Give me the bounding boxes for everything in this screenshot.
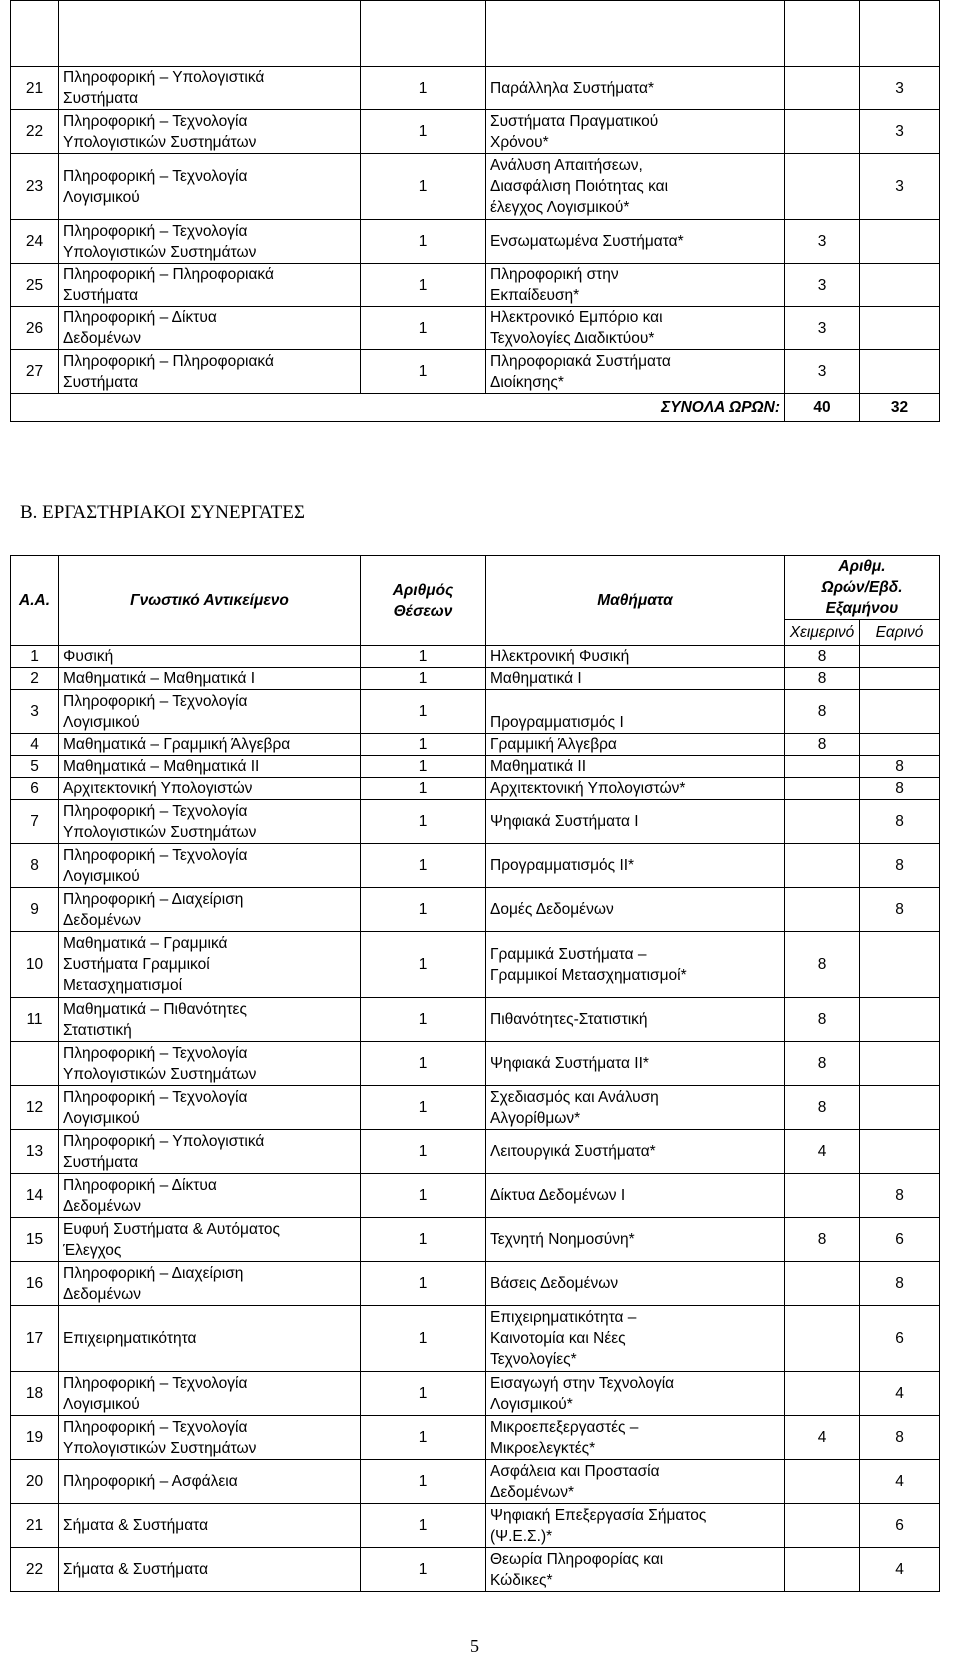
row-hours-winter: 8: [785, 1042, 860, 1086]
table-row: [11, 67, 940, 110]
row-number: 24: [11, 220, 59, 264]
totals-label: ΣΥΝΟΛΑ ΩΡΩΝ:: [11, 394, 785, 422]
row-hours-spring: 8: [860, 1174, 940, 1218]
table-row: [11, 154, 940, 220]
row-field: Πληροφορική – Πληροφοριακά Συστήματα: [59, 264, 361, 307]
row-positions: 1: [361, 668, 486, 690]
row-hours-spring: 8: [860, 1262, 940, 1306]
row-hours-spring: 8: [860, 888, 940, 932]
row-course: Λειτουργικά Συστήματα*: [486, 1130, 785, 1174]
row-field: Πληροφορική – Τεχνολογία Υπολογιστικών Συστημάτων: [59, 220, 361, 264]
row-hours-spring: [860, 307, 940, 350]
row-field: Μαθηματικά – Γραμμική Άλγεβρα: [59, 734, 361, 756]
row-positions: 1: [361, 1130, 486, 1174]
table-row: [11, 998, 940, 1042]
row-positions: 1: [361, 307, 486, 350]
row-hours-winter: [785, 756, 860, 778]
row-number: 7: [11, 800, 59, 844]
row-hours-spring: [860, 264, 940, 307]
table-row: [11, 932, 940, 998]
row-hours-spring: 8: [860, 778, 940, 800]
row-hours-spring: [860, 734, 940, 756]
row-hours-spring: 6: [860, 1504, 940, 1548]
row-course: Γραμμικά Συστήματα – Γραμμικοί Μετασχηματισμοί*: [486, 932, 785, 998]
row-hours-winter: [785, 154, 860, 220]
row-number: 11: [11, 998, 59, 1042]
row-course: Γραμμική Άλγεβρα: [486, 734, 785, 756]
row-field: Φυσική: [59, 646, 361, 668]
row-hours-winter: [785, 1460, 860, 1504]
row-hours-winter: [785, 1174, 860, 1218]
row-hours-winter: [785, 110, 860, 154]
row-course: Τεχνητή Νοημοσύνη*: [486, 1218, 785, 1262]
row-field: Πληροφορική – Τεχνολογία Υπολογιστικών Συστημάτων: [59, 800, 361, 844]
row-positions: 1: [361, 734, 486, 756]
row-course: Προγραμματισμός Ι: [486, 690, 785, 734]
row-positions: 1: [361, 1548, 486, 1592]
table-row: [11, 1, 940, 67]
row-hours-winter: [785, 1, 860, 67]
row-hours-spring: [860, 998, 940, 1042]
row-hours-spring: [860, 220, 940, 264]
row-hours-spring: 3: [860, 154, 940, 220]
row-course: Θεωρία Πληροφορίας και Κώδικες*: [486, 1548, 785, 1592]
row-hours-spring: 8: [860, 756, 940, 778]
table-row: [11, 1306, 940, 1372]
row-positions: 1: [361, 1306, 486, 1372]
row-field: Πληροφορική – Τεχνολογία Λογισμικού: [59, 844, 361, 888]
row-number: 5: [11, 756, 59, 778]
section-heading: Β. ΕΡΓΑΣΤΗΡΙΑΚΟΙ ΣΥΝΕΡΓΑΤΕΣ: [20, 502, 305, 523]
row-course: Ασφάλεια και Προστασία Δεδομένων*: [486, 1460, 785, 1504]
row-number: 18: [11, 1372, 59, 1416]
row-course: Συστήματα Πραγματικού Χρόνου*: [486, 110, 785, 154]
table-row: [11, 350, 940, 394]
row-hours-spring: [860, 668, 940, 690]
row-hours-winter: [785, 67, 860, 110]
row-hours-winter: 3: [785, 220, 860, 264]
row-course: Πληροφορική στην Εκπαίδευση*: [486, 264, 785, 307]
table-row: [11, 1460, 940, 1504]
courses-table-part1: [10, 0, 940, 422]
row-number: 21: [11, 1504, 59, 1548]
table-row: [11, 690, 940, 734]
row-field: Πληροφορική – Υπολογιστικά Συστήματα: [59, 67, 361, 110]
row-positions: 1: [361, 646, 486, 668]
row-field: Πληροφορική – Δίκτυα Δεδομένων: [59, 307, 361, 350]
row-hours-winter: 3: [785, 350, 860, 394]
row-hours-spring: [860, 1130, 940, 1174]
row-course: Βάσεις Δεδομένων: [486, 1262, 785, 1306]
row-positions: [361, 1, 486, 67]
row-positions: 1: [361, 998, 486, 1042]
row-number: 20: [11, 1460, 59, 1504]
table-row: [11, 1174, 940, 1218]
row-field: Μαθηματικά – Πιθανότητες Στατιστική: [59, 998, 361, 1042]
row-field: Μαθηματικά – Μαθηματικά Ι: [59, 668, 361, 690]
row-hours-winter: 8: [785, 1086, 860, 1130]
row-hours-winter: 8: [785, 690, 860, 734]
row-field: Πληροφορική – Δίκτυα Δεδομένων: [59, 1174, 361, 1218]
row-course: Δομές Δεδομένων: [486, 888, 785, 932]
table-row: [11, 1504, 940, 1548]
row-field: Σήματα & Συστήματα: [59, 1504, 361, 1548]
table-row: [11, 307, 940, 350]
row-course: Πληροφοριακά Συστήματα Διοίκησης*: [486, 350, 785, 394]
row-number: 17: [11, 1306, 59, 1372]
row-hours-winter: [785, 1372, 860, 1416]
row-course: Πιθανότητες-Στατιστική: [486, 998, 785, 1042]
row-number: 21: [11, 67, 59, 110]
row-number: 4: [11, 734, 59, 756]
table-row: [11, 220, 940, 264]
row-number: [11, 1042, 59, 1086]
page-number: 5: [470, 1636, 479, 1656]
row-positions: 1: [361, 110, 486, 154]
row-positions: 1: [361, 154, 486, 220]
row-number: 16: [11, 1262, 59, 1306]
row-course: Εισαγωγή στην Τεχνολογία Λογισμικού*: [486, 1372, 785, 1416]
table-row: [11, 1086, 940, 1130]
row-field: Μαθηματικά – Μαθηματικά ΙΙ: [59, 756, 361, 778]
row-field: Σήματα & Συστήματα: [59, 1548, 361, 1592]
table-row: [11, 1548, 940, 1592]
row-course: Ψηφιακά Συστήματα ΙΙ*: [486, 1042, 785, 1086]
row-hours-winter: 3: [785, 264, 860, 307]
row-hours-winter: 8: [785, 668, 860, 690]
table-row: [11, 888, 940, 932]
row-hours-winter: 4: [785, 1130, 860, 1174]
lab-associates-table-header: [11, 556, 940, 646]
row-hours-spring: 4: [860, 1372, 940, 1416]
row-number: 14: [11, 1174, 59, 1218]
row-field: Πληροφορική – Τεχνολογία Λογισμικού: [59, 1086, 361, 1130]
row-field: Μαθηματικά – Γραμμικά Συστήματα Γραμμικοί Μετασχηματισμοί: [59, 932, 361, 998]
row-hours-spring: 4: [860, 1460, 940, 1504]
row-hours-spring: [860, 646, 940, 668]
row-positions: 1: [361, 220, 486, 264]
row-hours-winter: [785, 1548, 860, 1592]
row-hours-spring: [860, 1, 940, 67]
row-number: 2: [11, 668, 59, 690]
row-positions: 1: [361, 350, 486, 394]
header-winter: Χειμερινό: [785, 620, 860, 646]
row-hours-winter: [785, 1306, 860, 1372]
row-course: Ηλεκτρονικό Εμπόριο και Τεχνολογίες Διαδικτύου*: [486, 307, 785, 350]
row-hours-winter: [785, 888, 860, 932]
row-positions: 1: [361, 1042, 486, 1086]
row-hours-winter: 8: [785, 646, 860, 668]
row-course: Σχεδιασμός και Ανάλυση Αλγορίθμων*: [486, 1086, 785, 1130]
row-field: Πληροφορική – Ασφάλεια: [59, 1460, 361, 1504]
row-positions: 1: [361, 800, 486, 844]
row-course: Παράλληλα Συστήματα*: [486, 67, 785, 110]
totals-row: [11, 394, 940, 422]
row-field: Αρχιτεκτονική Υπολογιστών: [59, 778, 361, 800]
row-positions: 1: [361, 932, 486, 998]
row-positions: 1: [361, 1262, 486, 1306]
header-courses: Μαθήματα: [486, 556, 785, 646]
row-hours-winter: 3: [785, 307, 860, 350]
row-field: Επιχειρηματικότητα: [59, 1306, 361, 1372]
table-row: [11, 734, 940, 756]
row-hours-winter: [785, 800, 860, 844]
row-field: Πληροφορική – Διαχείριση Δεδομένων: [59, 888, 361, 932]
row-number: [11, 1, 59, 67]
row-hours-winter: [785, 844, 860, 888]
row-hours-winter: 8: [785, 998, 860, 1042]
table-row: [11, 1372, 940, 1416]
header-positions: Αριθμός Θέσεων: [361, 556, 486, 646]
row-number: 1: [11, 646, 59, 668]
row-hours-winter: [785, 1262, 860, 1306]
total-winter: 40: [785, 394, 860, 422]
row-positions: 1: [361, 1504, 486, 1548]
row-positions: 1: [361, 756, 486, 778]
row-hours-spring: 8: [860, 1416, 940, 1460]
row-number: 15: [11, 1218, 59, 1262]
row-hours-spring: [860, 1086, 940, 1130]
table-row: [11, 1042, 940, 1086]
header-spring: Εαρινό: [860, 620, 940, 646]
row-number: 8: [11, 844, 59, 888]
row-course: Μαθηματικά ΙΙ: [486, 756, 785, 778]
row-hours-spring: [860, 350, 940, 394]
row-positions: 1: [361, 844, 486, 888]
table-row: [11, 756, 940, 778]
row-field: [59, 1, 361, 67]
row-hours-winter: 4: [785, 1416, 860, 1460]
table-row: [11, 264, 940, 307]
header-field: Γνωστικό Αντικείμενο: [59, 556, 361, 646]
row-positions: 1: [361, 1218, 486, 1262]
row-positions: 1: [361, 1372, 486, 1416]
row-field: Ευφυή Συστήματα & Αυτόματος Έλεγχος: [59, 1218, 361, 1262]
row-hours-spring: 6: [860, 1306, 940, 1372]
table-row: [11, 800, 940, 844]
row-hours-spring: 8: [860, 800, 940, 844]
row-course: Ενσωματωμένα Συστήματα*: [486, 220, 785, 264]
row-positions: 1: [361, 888, 486, 932]
row-hours-spring: 4: [860, 1548, 940, 1592]
row-hours-spring: 8: [860, 844, 940, 888]
row-number: 10: [11, 932, 59, 998]
row-field: Πληροφορική – Διαχείριση Δεδομένων: [59, 1262, 361, 1306]
row-course: Προγραμματισμός ΙΙ*: [486, 844, 785, 888]
row-number: 19: [11, 1416, 59, 1460]
row-course: Ψηφιακή Επεξεργασία Σήματος (Ψ.Ε.Σ.)*: [486, 1504, 785, 1548]
row-field: Πληροφορική – Τεχνολογία Λογισμικού: [59, 1372, 361, 1416]
row-course: Μικροεπεξεργαστές – Μικροελεγκτές*: [486, 1416, 785, 1460]
row-number: 27: [11, 350, 59, 394]
row-course: [486, 1, 785, 67]
header-aa: Α.Α.: [11, 556, 59, 646]
table-row: [11, 110, 940, 154]
row-number: 25: [11, 264, 59, 307]
row-positions: 1: [361, 67, 486, 110]
row-number: 6: [11, 778, 59, 800]
row-positions: 1: [361, 778, 486, 800]
row-positions: 1: [361, 690, 486, 734]
row-hours-spring: 3: [860, 110, 940, 154]
row-field: Πληροφορική – Τεχνολογία Λογισμικού: [59, 154, 361, 220]
row-hours-spring: [860, 1042, 940, 1086]
row-course: Ανάλυση Απαιτήσεων, Διασφάλιση Ποιότητας και έλεγχος Λογισμικού*: [486, 154, 785, 220]
table-row: [11, 844, 940, 888]
total-spring: 32: [860, 394, 940, 422]
table-row: [11, 1130, 940, 1174]
row-number: 3: [11, 690, 59, 734]
row-hours-spring: [860, 932, 940, 998]
row-hours-winter: 8: [785, 1218, 860, 1262]
row-field: Πληροφορική – Τεχνολογία Υπολογιστικών Συστημάτων: [59, 1416, 361, 1460]
row-course: Επιχειρηματικότητα – Καινοτομία και Νέες Τεχνολογίες*: [486, 1306, 785, 1372]
row-hours-winter: 8: [785, 734, 860, 756]
row-hours-winter: [785, 778, 860, 800]
row-course: Δίκτυα Δεδομένων Ι: [486, 1174, 785, 1218]
table-row: [11, 778, 940, 800]
row-field: Πληροφορική – Υπολογιστικά Συστήματα: [59, 1130, 361, 1174]
row-number: 26: [11, 307, 59, 350]
table-row: [11, 1416, 940, 1460]
row-hours-spring: 3: [860, 67, 940, 110]
row-field: Πληροφορική – Τεχνολογία Υπολογιστικών Συστημάτων: [59, 1042, 361, 1086]
row-hours-winter: [785, 1504, 860, 1548]
row-hours-spring: [860, 690, 940, 734]
row-field: Πληροφορική – Τεχνολογία Υπολογιστικών Συστημάτων: [59, 110, 361, 154]
row-field: Πληροφορική – Τεχνολογία Λογισμικού: [59, 690, 361, 734]
row-positions: 1: [361, 1460, 486, 1504]
table-row: [11, 668, 940, 690]
row-number: 9: [11, 888, 59, 932]
row-course: Αρχιτεκτονική Υπολογιστών*: [486, 778, 785, 800]
row-number: 12: [11, 1086, 59, 1130]
row-positions: 1: [361, 264, 486, 307]
table-row: [11, 646, 940, 668]
row-field: Πληροφορική – Πληροφοριακά Συστήματα: [59, 350, 361, 394]
row-course: Μαθηματικά Ι: [486, 668, 785, 690]
row-positions: 1: [361, 1416, 486, 1460]
row-hours-spring: 6: [860, 1218, 940, 1262]
lab-associates-table-body: [11, 646, 940, 1592]
row-number: 22: [11, 110, 59, 154]
row-number: 23: [11, 154, 59, 220]
courses-table-part1-body: [11, 1, 940, 422]
row-course: Ψηφιακά Συστήματα Ι: [486, 800, 785, 844]
row-course: Ηλεκτρονική Φυσική: [486, 646, 785, 668]
lab-associates-table: [10, 555, 940, 1592]
row-positions: 1: [361, 1086, 486, 1130]
table-row: [11, 1218, 940, 1262]
row-number: 13: [11, 1130, 59, 1174]
row-number: 22: [11, 1548, 59, 1592]
table-row: [11, 1262, 940, 1306]
header-hours: Αριθμ. Ωρών/Εβδ. Εξαμήνου: [785, 556, 940, 620]
row-positions: 1: [361, 1174, 486, 1218]
row-hours-winter: 8: [785, 932, 860, 998]
